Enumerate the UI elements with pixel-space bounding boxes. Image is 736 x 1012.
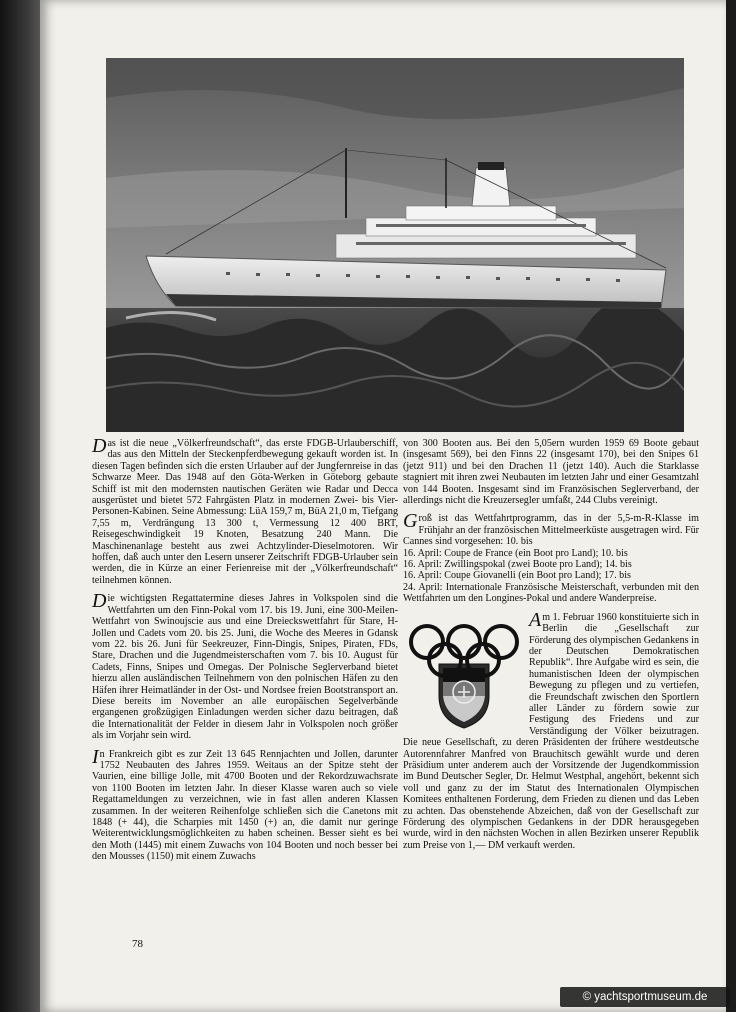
race-schedule-list [403,548,699,605]
page-number: 78 [132,938,143,950]
race-item: 16. April: Zwillingspokal (zwei Boote pro Land); 14. bis [403,559,632,571]
ship-photo [106,58,684,432]
paragraph-france-continued: von 300 Booten aus. Bei den 5,05ern wurden 1959 69 Boote gebaut (insgesamt 569), bei den Finns 22 (insgesamt 170), bei den Snipes 61 (jetzt 911) und bei den Drachen 11 (jetzt 140). Auch die Starklasse stagniert mit ihren zwei Neubauten im letzten Jahr und einer Gesamtzahl von 144 Booten. Insgesamt sind im Französischen Seglerverband, der allerdings nicht die Kreuzersegler umfaßt, 244 Clubs vereinigt. [403,438,699,507]
olympic-society-emblem [403,616,525,732]
copyright-watermark: © yachtsportmuseum.de [560,987,730,1007]
left-text-column [92,435,398,870]
book-spine [0,0,40,1012]
drop-cap: D [92,590,107,613]
paragraph-olympic-society: Am 1. Februar 1960 konstituierte sich in Berlin die „Gesellschaft zur Förderung des olympischen Gedankens in der Deutschen Demokratischen Republik“. Ihre Aufgabe wird es sein, die humanistischen Ideen der olympischen Bewegung zu pflegen und zu vertiefen, die Freundschaft zwischen den Sportlern aller Länder zu fördern sowie zur Festigung des Friedens und zur Verständigung der Völker beizutragen. Die neue Gesellschaft, zu deren Präsidenten der frühere westdeutsche Autorennfahrer Manfred von Brauchitsch gewählt wurde und deren Präsidium unter anderem auch der Vorsitzende der Jugendkommission im Bund Deutscher Segler, Dr. Helmut Westphal, angehört, bekennt sich voll und ganz zu der im Statut des Internationalen Olympischen Komitees enthaltenen Forderung, dem Frieden zu dienen und das Leben zu achten. Das obenstehende Abzeichen, daß von der Gesellschaft zur Förderung des olympischen Gedankens in der DDR herausgegeben wurde, wird in den nächsten Wochen in allen Bezirken unserer Republik zum Preise von 1,— DM verkauft werden. [403,608,699,851]
page-edge [726,0,736,1012]
paragraph-france-boats: In Frankreich gibt es zur Zeit 13 645 Rennjachten und Jollen, darunter 1752 Neubauten des Jahres 1959. Weitaus an der Spitze steht der Vaurien, eine billige Jolle, mit 4700 Booten und der Rekordzuwachsrate von 1100 Booten im letzten Jahr. In dieser Klasse waren auch so viele Regattameldungen zu verzeichnen, wie in fast allen anderen Klassen zusammen. In der weiteren Reihenfolge schließen sich die Canetons mit 1848 (+ 44), die Scharpies mit 1450 (+) an, die damit nur geringe Weiterentwicklungsmöglichkeiten zu haben scheinen. Besser sieht es bei den Moth (1445) mit einem Zuwachs von 104 Booten und noch besser bei den Mousses (1150) mit einem Zuwachs [92,745,398,863]
paragraph-cannes-programme: Groß ist das Wettfahrtprogramm, das in der 5,5-m-R-Klasse im Frühjahr an der französischen Mittelmeerküste ausgetragen wird. Für Cannes sind vorgesehen: 10. bis [403,510,699,548]
right-text-column [403,438,699,858]
paragraph-ship: Das ist die neue „Völkerfreundschaft“, das erste FDGB-Urlauberschiff, das aus den Mitteln der Steckenpferdbewegung gekauft worden ist. In diesen Tagen befinden sich die ersten Urlauber auf der Jungfernreise in das Schwarze Meer. Das 1948 auf den Göta-Werken in Göteborg gebaute Schiff ist mit den modernsten nautischen Geräten wie Radar und Decca ausgerüstet und bietet 572 Fahrgästen Platz in modernen Zwei- bis Vier-Personen-Kabinen. Seine Abmessung: LüA 159,7 m, BüA 21,0 m, Tiefgang 7,55 m, Verdrängung 13 300 t, Vermessung 12 400 BRT, Reisegeschwindigkeit 19 Knoten, Besatzung 240 Mann. Die Maschinenanlage besteht aus zwei Achtzylinder-Dieselmotoren. Wir hoffen, daß auch unter den Lesern unserer Zeitschrift FDGB-Urlauber sein werden, die in Kürze an einer Ferienreise mit der „Völkerfreundschaft“ teilnehmen können. [92,435,398,586]
drop-cap: G [403,510,418,533]
drop-cap: I [92,745,99,768]
race-item: 16. April: Coupe de France (ein Boot pro Land); 10. bis [403,547,628,559]
drop-cap: A [529,608,542,631]
ship-illustration [106,58,684,432]
race-item: 24. April: Internationale Französische Meisterschaft, verbunden mit den Wettfahrten um den Longines-Pokal und andere Wanderpreise. [403,581,699,605]
drop-cap: D [92,435,107,457]
paragraph-poland-regattas: Die wichtigsten Regattatermine dieses Jahres in Volkspolen sind die Wettfahrten um den Finn-Pokal vom 17. bis 19. Juni, eine 300-Meilen-Wettfahrt von Swinoujscie aus und eine Dreieckswettfahrt für Stare, H-Jollen und Cadets vom 20. bis 25. Juni, die Woche des Meeres in Gdansk vom 22. bis 26. Juni für Seekreuzer, Finn-Dingis, Snipes, Piraten, FDs, Stare, Drachen und die Jugendmeisterschaften vom 7. bis 10. August für Cadets, Finns, Snipes und Omegas. Der Polnische Seglerverband bietet hierzu allen ausländischen Teilnehmern von den polnischen Häfen zu den Häfen ihrer Heimatländer in der Ost- und Nordsee freien Bootstransport an. Diese bereits im November an alle europäischen Segelverbände ergangenen großzügigen Einladungen werden sicher dazu beitragen, daß die Internationalität der Felder in diesem Jahr in Volkspolen noch größer als im Vorjahr sein wird. [92,590,398,742]
race-item: 16. April: Coupe Giovanelli (ein Boot pro Land); 17. bis [403,570,631,582]
olympic-rings-badge-icon [403,616,525,732]
magazine-page [40,0,726,1012]
